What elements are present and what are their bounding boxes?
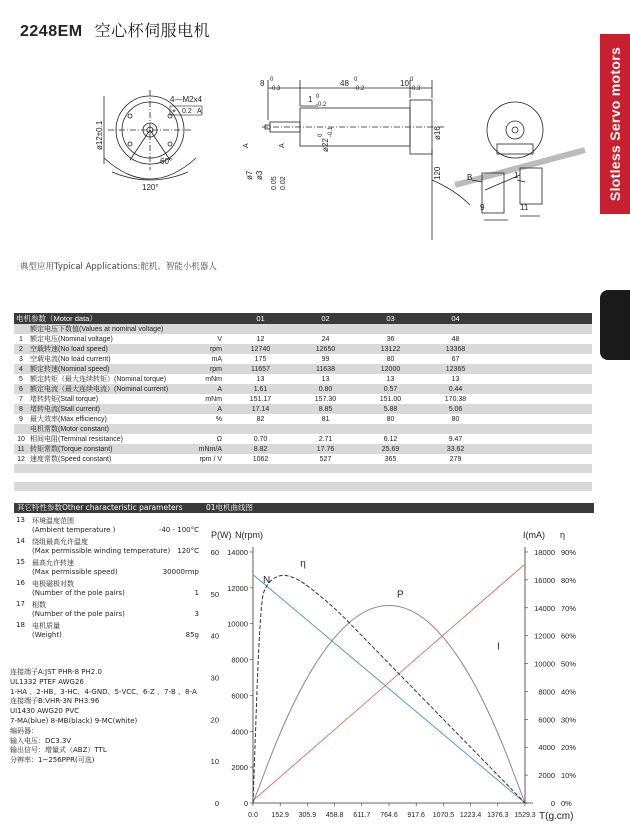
svg-text:-0.2: -0.2 <box>354 86 365 92</box>
row-number: 5 <box>14 374 28 384</box>
cell-value: 24 <box>293 334 358 344</box>
cell-value: 8.82 <box>228 444 293 454</box>
y-power-tick-label: 50 <box>210 589 219 599</box>
cell-value: 99 <box>293 354 358 364</box>
svg-text:-0.1: -0.1 <box>328 126 334 137</box>
cell-value: 0.70 <box>228 434 293 444</box>
y-efficiency-tick-label: 20% <box>561 743 577 753</box>
param-label-cn: 环境温度范围 <box>32 517 74 525</box>
param-label-cn: 绕组最高允许温度 <box>32 538 88 546</box>
motor-table-title: 电机参数（Motor data） <box>14 313 228 324</box>
cell-value <box>358 424 423 434</box>
y-power-tick-label: 40 <box>210 631 219 641</box>
cell-value: 279 <box>423 454 488 464</box>
cell-value: 1062 <box>228 454 293 464</box>
svg-text:120: 120 <box>433 166 442 180</box>
row-label: 额定转矩（最大连续转矩）(Nominal torque) <box>28 374 178 384</box>
note-line: 7-MA(blue) 8-MB(black) 9-MC(white) <box>10 716 138 725</box>
table-row <box>14 454 592 464</box>
table-row <box>14 444 592 454</box>
curve-header: 01电机曲线图 <box>203 503 594 513</box>
svg-text:B: B <box>467 173 473 182</box>
y-speed-tick-label: 2000 <box>231 763 248 773</box>
svg-text:A: A <box>279 143 286 148</box>
svg-text:0.02: 0.02 <box>280 176 287 190</box>
y-power-tick-label: 10 <box>210 757 219 767</box>
y-speed-tick-label: 14000 <box>227 548 248 557</box>
svg-text:-0.2: -0.2 <box>316 102 327 108</box>
cell-value: 9.47 <box>423 434 488 444</box>
series-label-n: N <box>263 574 271 586</box>
page-title <box>20 18 210 41</box>
y-efficiency-tick-label: 70% <box>561 603 577 613</box>
column-04: 04 <box>423 313 488 324</box>
y-power-tick-label: 60 <box>210 548 219 557</box>
row-unit: mNm/A <box>178 444 228 454</box>
cell-value: 11657 <box>228 364 293 374</box>
table-row <box>14 374 592 384</box>
other-params <box>10 516 205 642</box>
x-tick-label: 0.0 <box>248 812 258 819</box>
param-item <box>10 579 205 597</box>
cell-value: 13 <box>423 374 488 384</box>
y-efficiency-axis-label: η <box>560 530 566 540</box>
series-label-eta: η <box>300 558 306 570</box>
svg-text:-0.3: -0.3 <box>410 86 421 92</box>
svg-text:11: 11 <box>520 203 529 212</box>
cell-value: 67 <box>423 354 488 364</box>
cell-value <box>293 424 358 434</box>
category-tab <box>600 34 630 214</box>
param-item <box>10 558 205 576</box>
row-unit: V <box>178 334 228 344</box>
param-value: 120°C <box>177 547 199 555</box>
product-title: 空心杯伺服电机 <box>94 21 211 40</box>
note-line: 1-HA 、2-HB、3-HC、4-GND、5-VCC、6-Z 、7-B 、8-A <box>10 687 197 696</box>
row-unit: A <box>178 384 228 394</box>
row-unit: mA <box>178 354 228 364</box>
y-efficiency-tick-label: 80% <box>561 575 577 585</box>
y-efficiency-tick-label: 40% <box>561 687 577 697</box>
row-number: 3 <box>14 354 28 364</box>
cell-value: 12000 <box>358 364 423 374</box>
cell-value: 13368 <box>423 344 488 354</box>
table-row <box>14 434 592 444</box>
cell-value: 151.17 <box>228 394 293 404</box>
connector-notes <box>10 668 197 766</box>
y-efficiency-tick-label: 10% <box>561 771 577 781</box>
param-number: 18 <box>16 621 25 629</box>
cell-value: 13 <box>358 374 423 384</box>
row-unit: mNm <box>178 374 228 384</box>
x-axis-label: T(g.cm) <box>539 811 574 822</box>
technical-drawing <box>0 40 600 255</box>
cell-value: 5.88 <box>358 404 423 414</box>
row-number: 12 <box>14 454 28 464</box>
row-unit: Ω <box>178 434 228 444</box>
svg-text:0: 0 <box>316 94 320 100</box>
y-speed-tick-label: 4000 <box>231 727 248 737</box>
y-current-tick-label: 4000 <box>538 743 555 753</box>
cell-value: 36 <box>358 334 423 344</box>
cell-value: 8.85 <box>293 404 358 414</box>
row-label: 空载电流(No load current) <box>28 354 178 364</box>
cell-value: 11638 <box>293 364 358 374</box>
cell-value: 12 <box>228 334 293 344</box>
note-line: 输出信号：增量式（ABZ）TTL <box>10 746 107 755</box>
row-label: 额定电压下数值(Values at nominal voltage) <box>28 324 178 334</box>
x-tick-label: 1223.4 <box>459 812 482 819</box>
series-label-p: P <box>396 589 404 601</box>
cell-value: 80 <box>423 414 488 424</box>
y-current-tick-label: 16000 <box>534 575 555 585</box>
typical-applications: 典型应用Typical Applications:舵机、智能小机器人 <box>20 262 217 272</box>
y-current-tick-label: 10000 <box>534 659 555 669</box>
param-label-cn: 电机质量 <box>32 622 60 630</box>
row-number: 8 <box>14 404 28 414</box>
y-power-tick-label: 0 <box>214 799 219 808</box>
svg-text:10: 10 <box>400 79 409 88</box>
row-unit: rpm <box>178 364 228 374</box>
param-label-en: (Max permissible speed) 30000rmp <box>32 568 199 576</box>
x-tick-label: 458.8 <box>325 812 344 819</box>
cell-value: 5.06 <box>423 404 488 414</box>
cell-value <box>423 324 488 334</box>
param-value: 1 <box>194 589 199 597</box>
table-row <box>14 324 592 334</box>
cell-value: 80 <box>358 354 423 364</box>
column-03: 03 <box>358 313 423 324</box>
cell-value: 13122 <box>358 344 423 354</box>
y-power-axis-label: P(W) <box>211 530 232 540</box>
cell-value: 365 <box>358 454 423 464</box>
svg-text:0: 0 <box>318 133 324 137</box>
note-line: 连接端子B:VHR-3N PH3.96 <box>10 697 100 706</box>
cell-value: 157.30 <box>293 394 358 404</box>
table-row <box>14 384 592 394</box>
svg-text:48: 48 <box>340 79 349 88</box>
row-number: 11 <box>14 444 28 454</box>
svg-text:8: 8 <box>260 79 265 88</box>
row-label: 最大效率(Max efficiency) <box>28 414 178 424</box>
param-item <box>10 537 205 555</box>
row-unit: rpm <box>178 344 228 354</box>
y-speed-tick-label: 12000 <box>227 583 248 593</box>
note-line: 连接端子A:JST PHR-8 PH2.0 <box>10 668 102 676</box>
svg-text:0.05: 0.05 <box>271 176 278 190</box>
table-row <box>14 414 592 424</box>
motor-curve-chart <box>205 520 600 835</box>
x-tick-label: 152.9 <box>271 812 289 819</box>
svg-text:ø22: ø22 <box>321 138 330 152</box>
y-current-tick-label: 18000 <box>534 548 555 557</box>
cell-value: 12740 <box>228 344 293 354</box>
table-row <box>14 404 592 414</box>
svg-text:0: 0 <box>354 77 358 83</box>
category-label: Slotless Servo motors <box>607 46 623 202</box>
param-number: 17 <box>16 600 25 608</box>
param-value: -40 - 100°C <box>158 526 199 534</box>
cell-value: 0.57 <box>358 384 423 394</box>
cell-value: 6.12 <box>358 434 423 444</box>
cell-value <box>358 324 423 334</box>
series-n-line <box>253 575 525 803</box>
empty-row <box>14 482 592 491</box>
cell-value: 13 <box>228 374 293 384</box>
y-efficiency-tick-label: 50% <box>561 659 577 669</box>
row-unit: rpm / V <box>178 454 228 464</box>
param-value: 30000rmp <box>162 568 199 576</box>
x-tick-label: 1070.5 <box>432 812 455 819</box>
svg-text:ø3: ø3 <box>255 170 264 180</box>
y-efficiency-tick-label: 90% <box>561 548 577 557</box>
y-current-tick-label: 2000 <box>538 771 555 781</box>
param-item <box>10 621 205 639</box>
cell-value: 0.80 <box>293 384 358 394</box>
y-power-tick-label: 20 <box>210 715 219 725</box>
row-label: 堵转电流(Stall current) <box>28 404 178 414</box>
empty-row <box>14 473 592 482</box>
row-unit: % <box>178 414 228 424</box>
cell-value <box>228 324 293 334</box>
param-label-cn: 最高允许转速 <box>32 559 74 567</box>
row-label: 额定电流（最大连续电流）(Nominal current) <box>28 384 178 394</box>
param-label-cn: 相数 <box>32 601 46 609</box>
cell-value: 12365 <box>423 364 488 374</box>
column-01: 01 <box>228 313 293 324</box>
cell-value: 80 <box>358 414 423 424</box>
y-efficiency-tick-label: 60% <box>561 631 577 641</box>
cell-value: 1.61 <box>228 384 293 394</box>
x-tick-label: 305.9 <box>298 812 317 819</box>
y-current-tick-label: 0 <box>550 799 555 808</box>
column-02: 02 <box>293 313 358 324</box>
row-label: 空载转速(No load speed) <box>28 344 178 354</box>
row-label: 转矩常数(Torque constant) <box>28 444 178 454</box>
row-number: 6 <box>14 384 28 394</box>
y-current-axis-label: I(mA) <box>523 530 545 540</box>
cell-value: 2.71 <box>293 434 358 444</box>
cell-value: 0.44 <box>423 384 488 394</box>
row-number: 9 <box>14 414 28 424</box>
y-speed-tick-label: 10000 <box>227 619 248 629</box>
table-row <box>14 334 592 344</box>
row-number <box>14 324 28 334</box>
param-number: 14 <box>16 537 25 545</box>
table-row <box>14 364 592 374</box>
motor-table-header <box>14 313 592 324</box>
row-unit: A <box>178 404 228 414</box>
cell-value <box>228 424 293 434</box>
table-row <box>14 344 592 354</box>
row-unit <box>178 424 228 434</box>
param-number: 15 <box>16 558 25 566</box>
param-label-en: (Max permissible winding temperature) 120°C <box>32 547 199 555</box>
row-label: 电机常数(Motor constant) <box>28 424 178 434</box>
model-number: 2248EM <box>20 23 83 40</box>
series-p-line <box>253 605 525 803</box>
rear-view-outline <box>487 102 543 158</box>
svg-text:ø7: ø7 <box>245 170 254 180</box>
y-efficiency-tick-label: 30% <box>561 715 577 725</box>
y-power-tick-label: 30 <box>210 673 219 683</box>
svg-text:0: 0 <box>410 77 414 83</box>
row-number: 1 <box>14 334 28 344</box>
row-label: 额定电压(Nominal voltage) <box>28 334 178 344</box>
cell-value <box>293 324 358 334</box>
svg-text:ø12±0.1: ø12±0.1 <box>95 120 104 150</box>
empty-row <box>14 464 592 473</box>
svg-text:0: 0 <box>270 77 274 83</box>
svg-text:-0.3: -0.3 <box>270 86 281 92</box>
row-unit <box>178 324 228 334</box>
svg-text:1: 1 <box>514 171 519 180</box>
y-speed-axis-label: N(rpm) <box>235 530 263 540</box>
row-number: 2 <box>14 344 28 354</box>
cell-value <box>423 424 488 434</box>
y-current-tick-label: 12000 <box>534 631 555 641</box>
cell-value: 82 <box>228 414 293 424</box>
param-label-en: (Number of the pole pairs) 3 <box>32 610 199 618</box>
row-number <box>14 424 28 434</box>
note-line: 分辨率：1~256PPR(可选) <box>10 756 95 765</box>
cell-value: 527 <box>293 454 358 464</box>
svg-text:⌖: ⌖ <box>172 108 176 115</box>
cell-value: 17.14 <box>228 404 293 414</box>
param-number: 13 <box>16 516 25 524</box>
row-number: 7 <box>14 394 28 404</box>
cell-value: 13 <box>293 374 358 384</box>
param-label-en: (Number of the pole pairs) 1 <box>32 589 199 597</box>
note-line: 编码器： <box>10 726 38 735</box>
table-row <box>14 424 592 434</box>
other-params-header: 其它特性参数Other characteristic parameters <box>14 503 203 513</box>
svg-text:9: 9 <box>480 203 485 212</box>
svg-text:1: 1 <box>308 95 313 104</box>
note-line: UL1332 PTEF AWG26 <box>10 677 84 686</box>
section-tab <box>600 290 630 360</box>
cell-value: 175 <box>228 354 293 364</box>
drawing-label: 4—M2x4 <box>170 95 203 104</box>
x-tick-label: 611.7 <box>353 812 371 819</box>
table-row <box>14 354 592 364</box>
y-efficiency-tick-label: 0% <box>561 799 572 808</box>
cell-value: 12650 <box>293 344 358 354</box>
svg-text:120°: 120° <box>142 183 159 192</box>
y-current-tick-label: 6000 <box>538 715 555 725</box>
cell-value: 81 <box>293 414 358 424</box>
param-label-en: (Ambient temperature ) -40 - 100°C <box>32 526 199 534</box>
row-number: 10 <box>14 434 28 444</box>
x-tick-label: 1376.3 <box>487 812 509 819</box>
y-speed-tick-label: 0 <box>243 799 248 808</box>
param-item <box>10 516 205 534</box>
svg-text:0.2: 0.2 <box>182 108 192 115</box>
note-line: UI1430 AWG20 PVC <box>10 707 80 716</box>
note-line: 输入电压：DC3.3V <box>10 736 72 745</box>
y-current-tick-label: 8000 <box>538 687 555 697</box>
series-i-line <box>253 564 525 801</box>
cell-value: 151.00 <box>358 394 423 404</box>
series-label-i: I <box>497 641 500 653</box>
cell-value: 17.76 <box>293 444 358 454</box>
svg-text:A: A <box>197 108 202 115</box>
svg-text:A: A <box>243 143 250 148</box>
row-label: 相间电阻(Terminal resistance) <box>28 434 178 444</box>
motor-data-table <box>14 313 592 491</box>
param-value: 85g <box>185 631 199 639</box>
table-row <box>14 394 592 404</box>
cell-value: 33.62 <box>423 444 488 454</box>
param-label-en: (Weight) 85g <box>32 631 199 639</box>
svg-text:ø16: ø16 <box>433 126 442 140</box>
param-label-cn: 电极磁极对数 <box>32 580 74 588</box>
param-item <box>10 600 205 618</box>
x-tick-label: 917.6 <box>407 812 425 819</box>
cell-value: 48 <box>423 334 488 344</box>
row-unit: mNm <box>178 394 228 404</box>
row-label: 堵转转矩(Stall torque) <box>28 394 178 404</box>
y-speed-tick-label: 8000 <box>231 655 248 665</box>
param-number: 16 <box>16 579 25 587</box>
x-tick-label: 764.6 <box>380 812 398 819</box>
row-number: 4 <box>14 364 28 374</box>
svg-text:60°: 60° <box>160 157 173 166</box>
y-current-tick-label: 14000 <box>534 603 555 613</box>
cell-value: 170.38 <box>423 394 488 404</box>
row-label: 额定转速(Nominal speed) <box>28 364 178 374</box>
cell-value: 25.69 <box>358 444 423 454</box>
y-speed-tick-label: 6000 <box>231 691 248 701</box>
x-tick-label: 1529.3 <box>514 812 536 819</box>
param-value: 3 <box>194 610 199 618</box>
row-label: 速度常数(Speed constant) <box>28 454 178 464</box>
